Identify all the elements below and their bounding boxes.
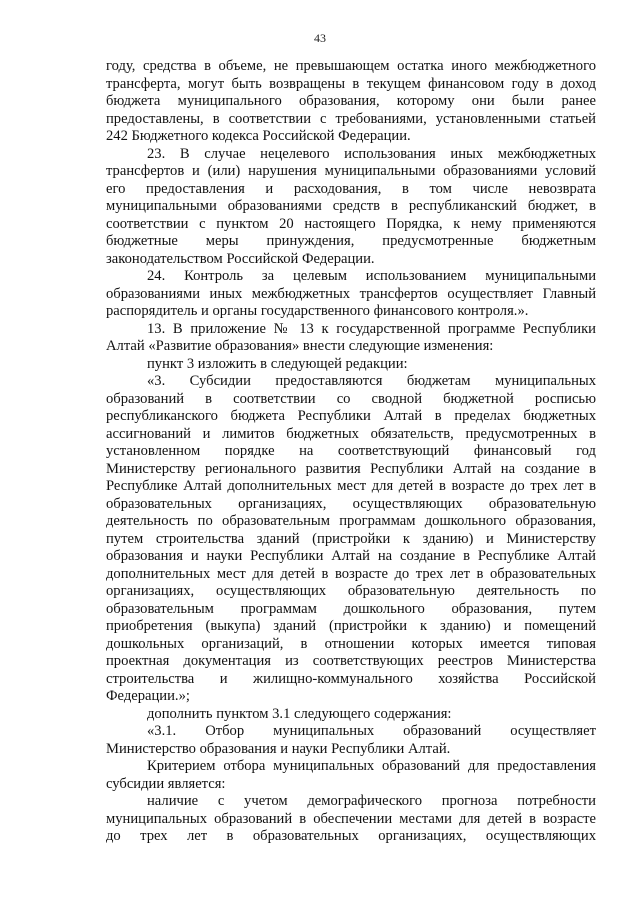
text-line: Алтай «Развитие образования» внести следующие изменения: [106,338,494,354]
text-line: распорядитель и органы государственного финансового контроля.». [106,303,529,319]
text-line: деятельность по образовательным программам дошкольного образования, [106,513,596,529]
text-line: Федерации.»; [106,688,190,704]
text-line: установленном порядке на соответствующий финансовый год [106,443,596,459]
text-line: соответствии с пунктом 20 настоящего Порядка, к нему применяются [106,215,596,232]
text-line: законодательством Российской Федерации. [106,250,375,267]
text-line: 23. В случае нецелевого использования иных межбюджетных [147,145,596,162]
text-line: дополнительных мест для детей в возрасте до трех лет в образовательных [106,565,596,582]
text-line: приобретения (выкупа) зданий (пристройки к зданию) и помещений [106,618,596,634]
text-line: бюджета муниципального образования, которому они были ранее [106,93,596,109]
text-line: пункт 3 изложить в следующей редакции: [147,355,408,372]
text-line: субсидии является: [106,775,226,792]
text-line: муниципальными образованиями средств в республиканский бюджет, в [106,198,596,214]
text-line: 13. В приложение № 13 к государственной программе Республики [147,320,596,337]
text-line: строительства и жилищно-коммунального хозяйства Российской [106,670,596,687]
text-line: трансфертов и (или) нарушения муниципальными образованиями условий [106,163,596,179]
text-line: предоставлены, в соответствии с требованиями, установленными статьей [106,110,596,127]
text-line: 24. Контроль за целевым использованием муниципальными [147,268,596,284]
text-line: путем строительства зданий (пристройки к зданию) и Министерству [106,530,596,547]
text-line: «3. Субсидии предоставляются бюджетам муниципальных [147,373,596,389]
text-line: республиканского бюджета Республики Алтай в пределах бюджетных [106,408,596,424]
text-line: дополнить пунктом 3.1 следующего содержания: [147,705,452,722]
text-line: организациях, осуществляющих образовательную деятельность по [106,583,596,599]
text-line: Критерием отбора муниципальных образований для предоставления [147,758,596,774]
text-line: наличие с учетом демографического прогноза потребности [147,793,596,809]
text-line: Республике Алтай дополнительных мест для детей в возрасте до трех лет в [106,478,596,494]
text-line: образовательных организациях, осуществляющих образовательную [106,495,596,512]
text-line: ассигнований и лимитов бюджетных обязательств, предусмотренных в [106,425,596,442]
page-number: 43 [314,31,326,45]
text-line: «3.1. Отбор муниципальных образований осуществляет [147,723,596,739]
text-line: 242 Бюджетного кодекса Российской Федерации. [106,128,411,144]
text-line: Министерство образования и науки Республики Алтай. [106,740,451,757]
text-line: образования и науки Республики Алтай на создание в Республике Алтай [106,548,596,564]
text-line: до трех лет в образовательных организациях, осуществляющих [106,828,596,844]
text-line: его предоставления и расходования, в том числе невозврата [106,180,596,197]
text-line: муниципальных образований в обеспечении местами для детей в возрасте [106,810,596,827]
text-line: бюджетные меры принуждения, предусмотренные бюджетным [106,233,596,249]
text-line: Министерству регионального развития Республики Алтай на создание в [106,460,596,477]
text-line: дошкольных организаций, в отношении которых имеется типовая [106,635,596,652]
text-line: образовательным программам дошкольного образования, путем [106,600,596,617]
text-line: трансферта, могут быть возвращены в текущем финансовом году в доход [106,75,596,92]
text-line: образований в соответствии со сводной бюджетной росписью [106,390,596,407]
text-line: году, средства в объеме, не превышающем остатка иного межбюджетного [106,58,596,74]
text-line: проектная документация из соответствующих реестров Министерства [106,653,596,669]
text-line: образованиями иных межбюджетных трансфертов осуществляет Главный [106,285,596,302]
